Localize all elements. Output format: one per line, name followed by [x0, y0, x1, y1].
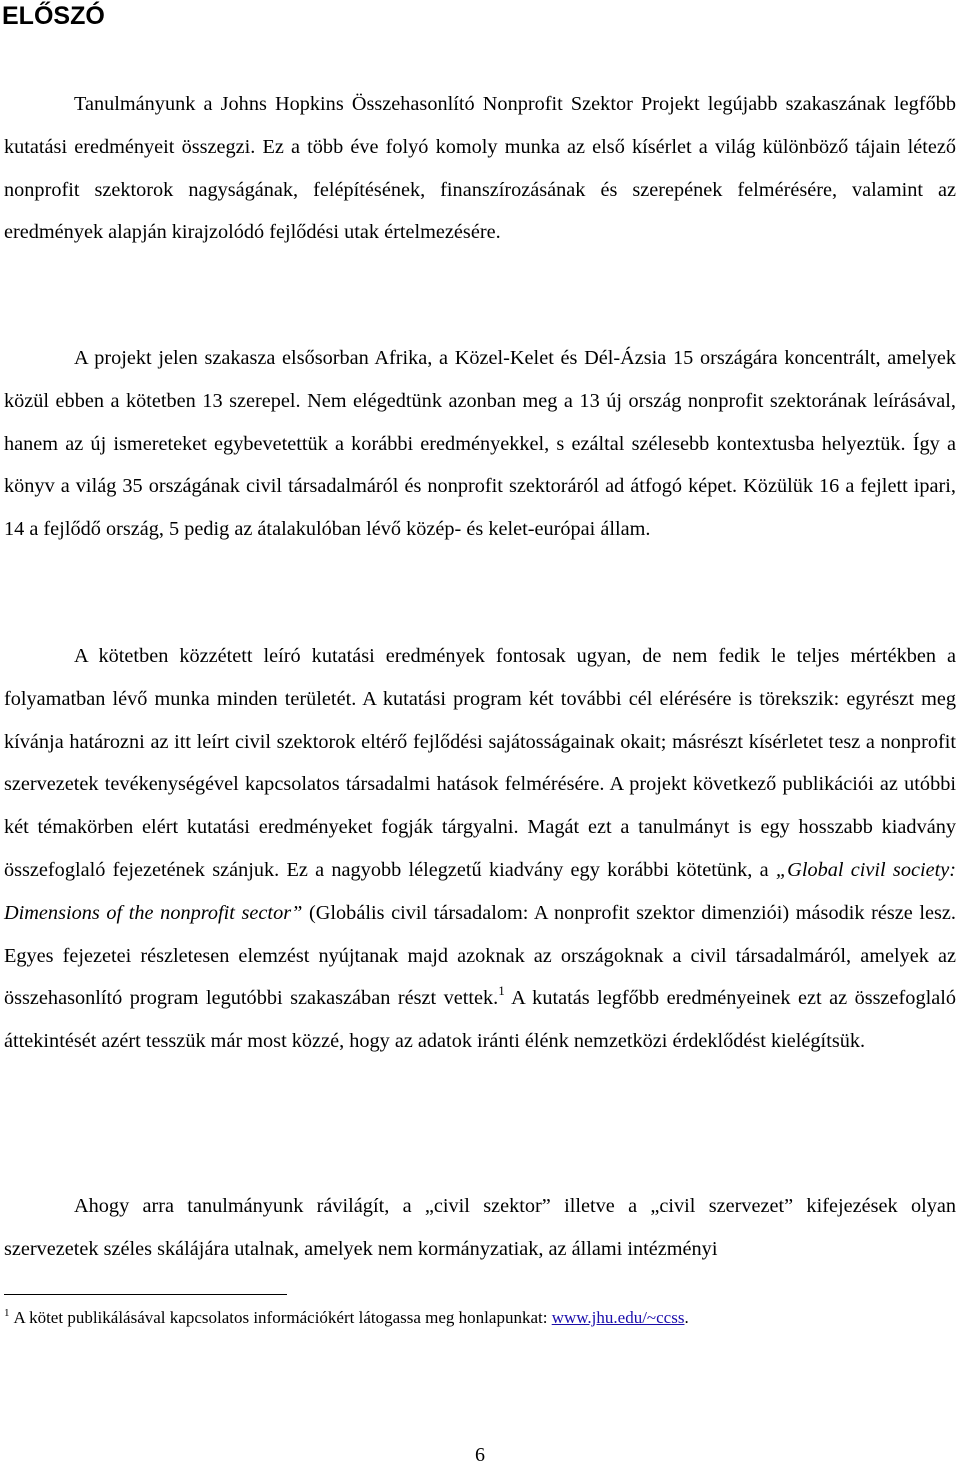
- footnote-link[interactable]: www.jhu.edu/~ccss: [551, 1308, 685, 1327]
- footnote-separator: [4, 1294, 287, 1295]
- paragraph-4: Ahogy arra tanulmányunk rávilágít, a „civil szektor” illetve a „civil szervezet” kifejezések olyan szervezetek széles skálájára utalnak, amelyek nem kormányzatiak, az állami intézményi: [4, 1195, 956, 1260]
- footnote-text: A kötet publikálásával kapcsolatos információkért látogassa meg honlapunkat:: [13, 1308, 552, 1327]
- page-title: ELŐSZÓ: [2, 2, 105, 30]
- paragraph-3-text-c: A kutatás legfőbb eredményeinek ezt az összefoglaló áttekintését azért tesszük már most közzé, hogy az adatok iránti élénk nemzetközi érdeklődést kielégítsük.: [4, 987, 956, 1053]
- paragraph-3-text-a: A kötetben közzétett leíró kutatási eredmények fontosak ugyan, de nem fedik le teljes mértékben a folyamatban lévő munka minden területét. A kutatási program két további cél elérésére is törekszik: egyrészt meg kívánja határozni az itt leírt civil szektorok eltérő fejlődési sajátosságainak okait; másrészt kísérletet tesz a nonprofit szervezetek tevékenységével kapcsolatos társadalmi hatások felmérésére. A projekt következő publikációi az utóbbi két témakörben elért kutatási eredményeket fogják tárgyalni. Magát ezt a tanulmányt is egy hosszabb kiadvány összefoglaló fejezetének szánjuk. Ez a nagyobb lélegzetű kiadvány egy korábbi kötetünk, a: [4, 645, 956, 881]
- paragraph-3: [4, 635, 956, 1063]
- paragraph-2: A projekt jelen szakasza elsősorban Afrika, a Közel-Kelet és Dél-Ázsia 15 országára koncentrált, amelyek közül ebben a kötetben 13 szerepel. Nem elégedtünk azonban meg a 13 új ország nonprofit szektorának leírásával, hanem az új ismereteket egybevetettük a korábbi eredményekkel, s ezáltal szélesebb kontextusba helyeztük. Így a könyv a világ 35 országának civil társadalmáról és nonprofit szektoráról ad átfogó képet. Közülük 16 a fejlett ipari, 14 a fejlődő ország, 5 pedig az átalakulóban lévő közép- és kelet-európai állam.: [4, 347, 956, 541]
- page-number: 6: [475, 1444, 485, 1466]
- book-title-italic: „Global civil society: Dimensions of the nonprofit sector”: [4, 858, 956, 924]
- paragraph-3-text-b: (Globális civil társadalom: A nonprofit szektor dimenziói) második része lesz. Egyes fejezetei részletesen elemzést nyújtanak majd azoknak az országoknak a civil társadalmáról, amelyek az összehasonlító program legutóbbi szakaszában részt vettek.: [4, 901, 956, 1010]
- footnote-marker: 1: [4, 1307, 10, 1319]
- footnote-end: .: [684, 1308, 689, 1327]
- footnote-reference[interactable]: 1: [498, 983, 505, 999]
- footnote: [4, 1303, 956, 1333]
- paragraph-1: Tanulmányunk a Johns Hopkins Összehasonlító Nonprofit Szektor Projekt legújabb szakaszának legfőbb kutatási eredményeit összegzi. Ez a több éve folyó komoly munka az első kísérlet a világ különböző tájain létező nonprofit szektorok nagyságának, felépítésének, finanszírozásának és szerepének felmérésére, valamint az eredmények alapján kirajzolódó fejlődési utak értelmezésére.: [4, 93, 956, 244]
